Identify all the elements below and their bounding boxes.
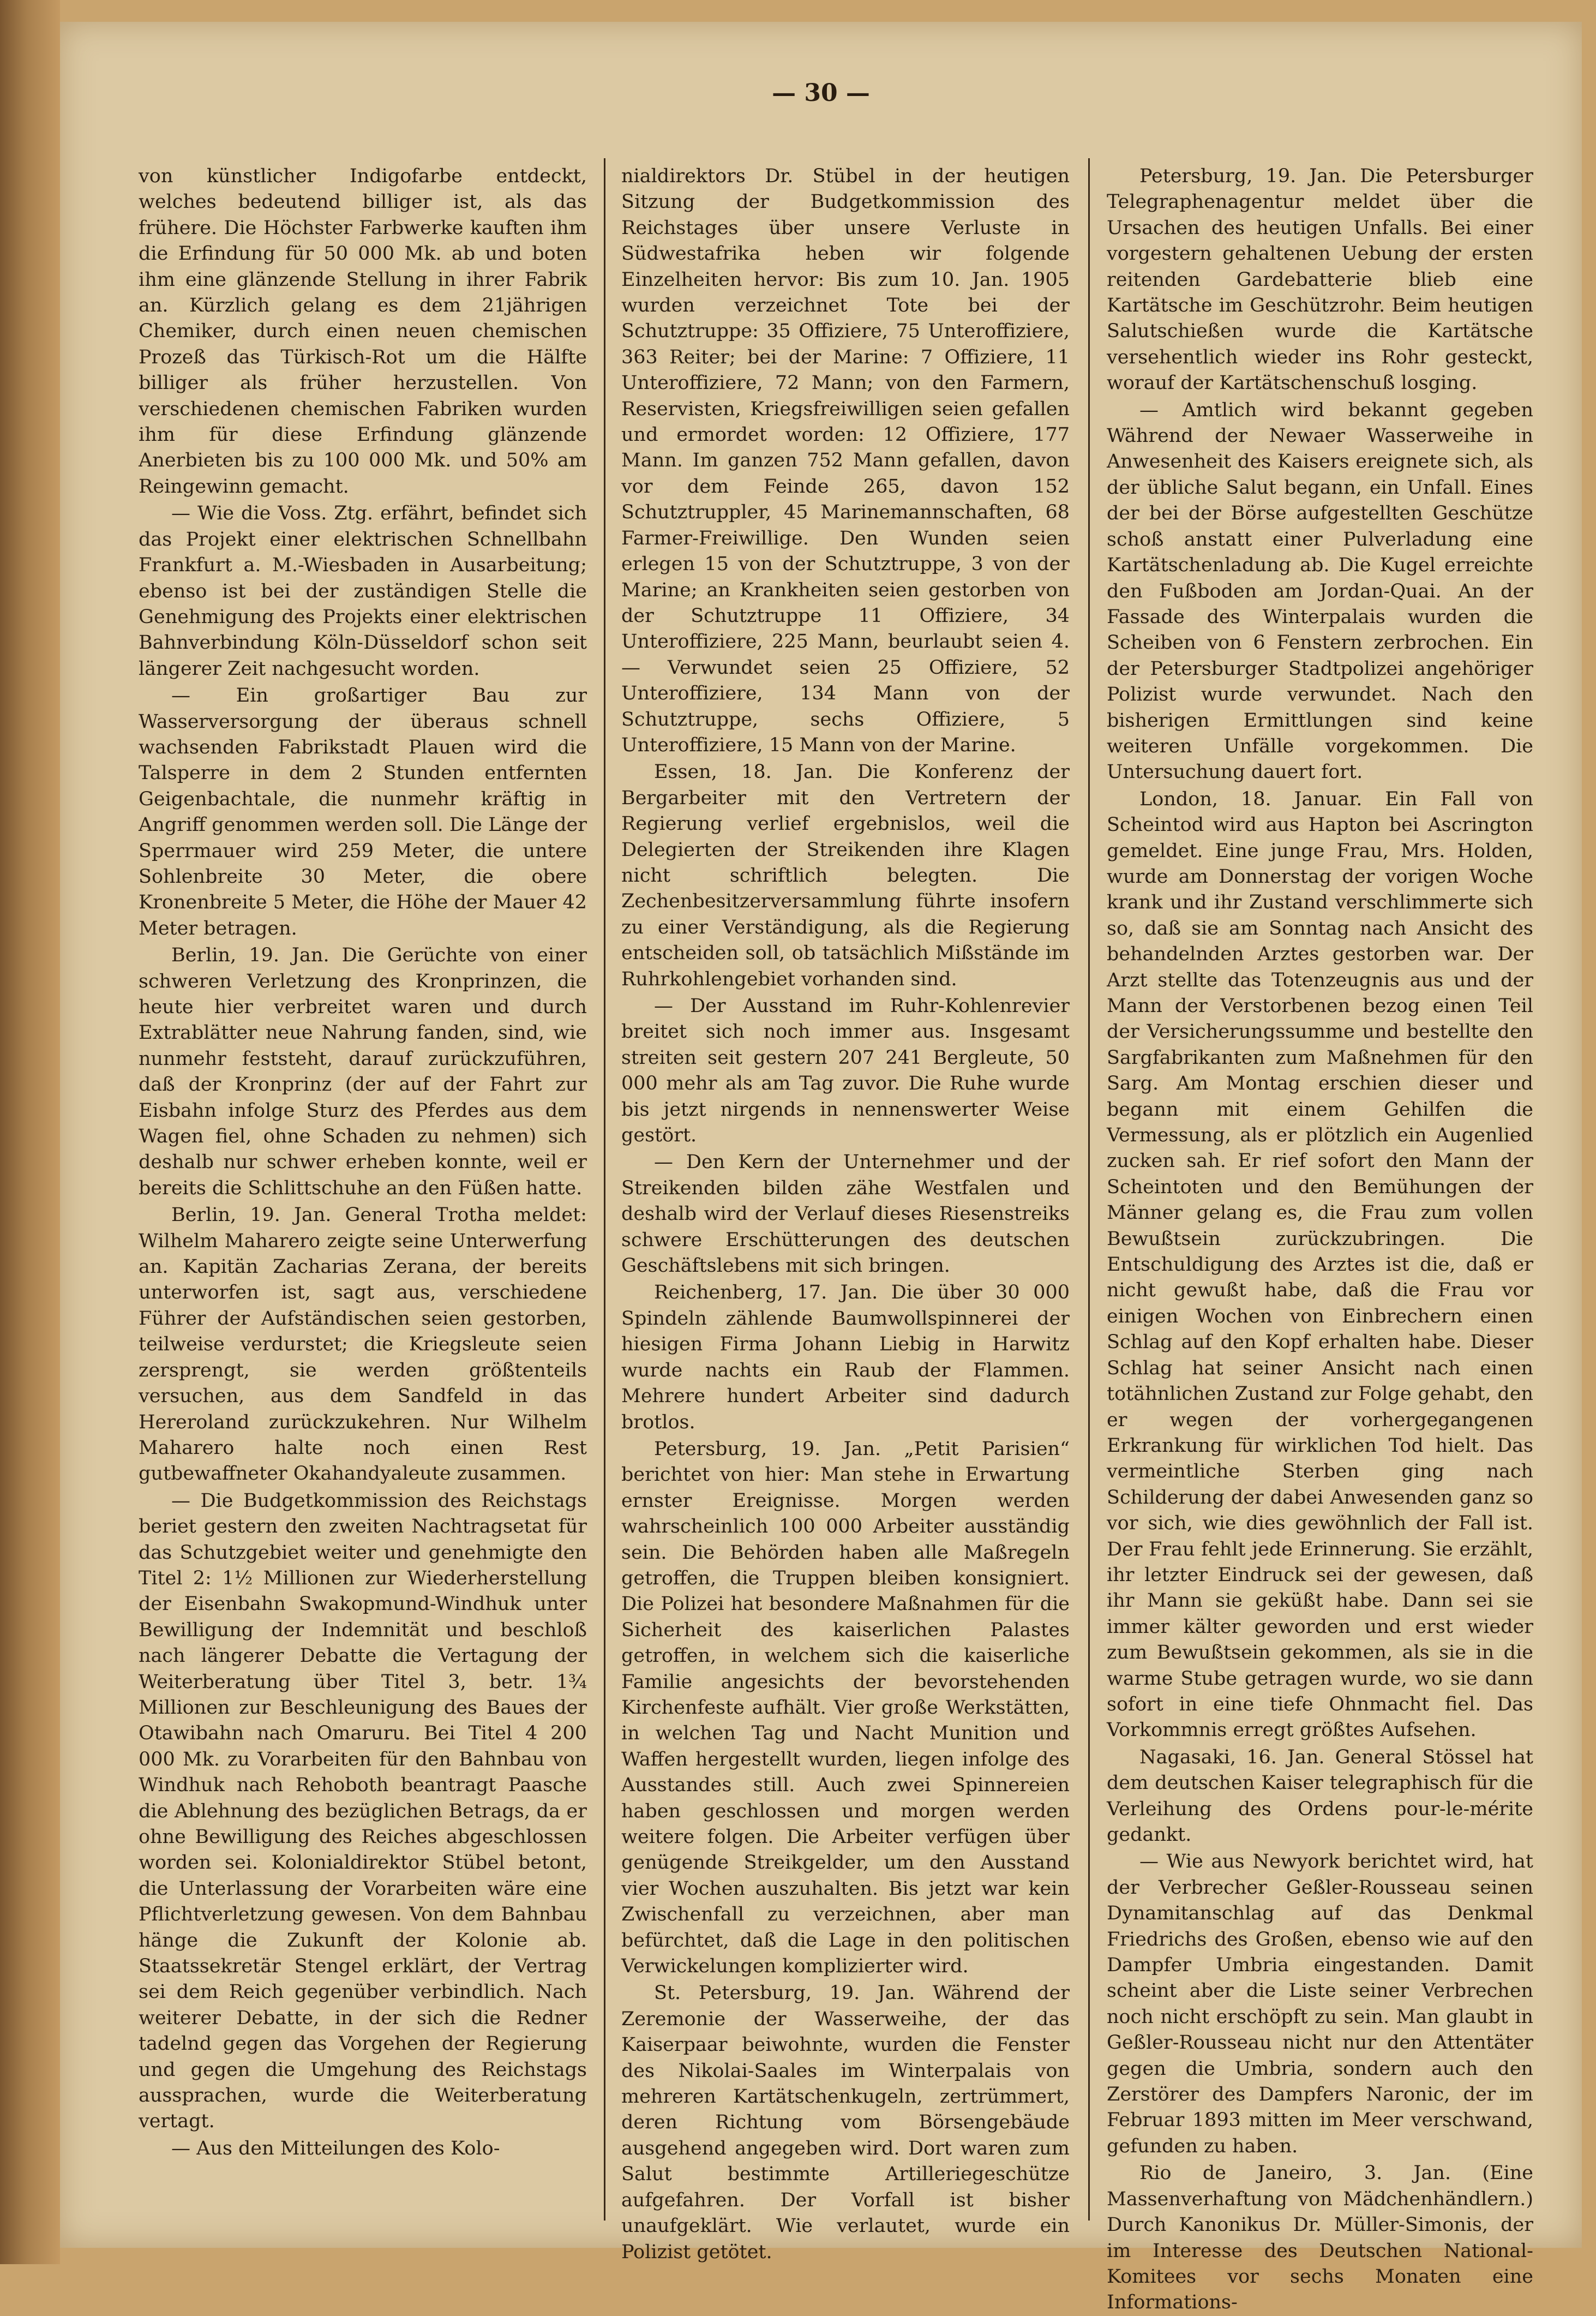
article-paragraph: — Die Budgetkommission des Reichstags beriet gestern den zweiten Nachtragsetat für das Schutzgebiet weiter und genehmigte den Titel 2: 1½ Millionen zur Wiederherstellung der Eisenbahn Swakopmund-Windhuk unter Bewilligung der Indemnität und beschloß nach längerer Debatte die Vertagung der Weiterberatung über Titel 3, betr. 1¾ Millionen zur Beschleunigung des Baues der Otawibahn nach Omaruru. Bei Titel 4 200 000 Mk. zu Vorarbeiten für den Bahnbau von Windhuk nach Rehoboth beantragt Paasche die Ablehnung des bezüglichen Betrags, da er ohne Bewilligung des Reiches abgeschlossen worden sei. Kolonialdirektor Stübel betont, die Unterlassung der Vorarbeiten wäre eine Pflichtverletzung gewesen. Von dem Bahnbau hänge die Zukunft der Kolonie ab. Staatssekretär Stengel erklärt, der Vertrag sei dem Reich gegenüber verbindlich. Nach weiterer Debatte, in der sich die Redner tadelnd gegen das Vorgehen der Regierung und gegen die Umgehung des Reichstags aussprachen, wurde die Weiterberatung vertagt. [139,1489,587,2133]
article-paragraph: — Amtlich wird bekannt gegeben Während der Newaer Wasserweihe in Anwesenheit des Kaisers ereignete sich, als der übliche Salut begann, ein Unfall. Eines der bei der Börse aufgestellten Geschütze schoß anstatt einer Pulverladung eine Kartätschenladung ab. Die Kugel erreichte den Fußboden am Jordan-Quai. An der Fassade des Winterpalais wurden die Scheiben von 6 Fenstern zerbrochen. Ein der Petersburger Stadtpolizei angehöriger Polizist wurde verwundet. Nach den bisherigen Ermittlungen sind keine weiteren Unfälle vorgekommen. Die Untersuchung dauert fort. [1107,399,1533,783]
article-paragraph: Reichenberg, 17. Jan. Die über 30 000 Spindeln zählende Baumwollspinnerei der hiesigen Firma Johann Liebig in Harwitz wurde nachts ein Raub der Flammen. Mehrere hundert Arbeiter sind dadurch brotlos. [621,1282,1070,1433]
article-paragraph: — Wie die Voss. Ztg. erfährt, befindet sich das Projekt einer elektrischen Schnellbahn Frankfurt a. M.-Wiesbaden in Ausarbeitung; ebenso ist bei der zuständigen Stelle die Genehmigung des Projekts einer elektrischen Bahnverbindung Köln-Düsseldorf schon seit längerer Zeit nachgesucht worden. [139,502,587,680]
article-paragraph: nialdirektors Dr. Stübel in der heutigen Sitzung der Budgetkommission des Reichstages über unsere Verluste in Südwestafrika heben wir folgende Einzelheiten hervor: Bis zum 10. Jan. 1905 wurden verzeichnet Tote bei der Schutztruppe: 35 Offiziere, 75 Unteroffiziere, 363 Reiter; bei der Marine: 7 Offiziere, 11 Unteroffiziere, 72 Mann; von den Farmern, Reservisten, Kriegsfreiwilligen seien gefallen und ermordet worden: 12 Offiziere, 177 Mann. Im ganzen 752 Mann gefallen, davon vor dem Feinde 265, davon 152 Schutztruppler, 45 Marinemannschaften, 68 Farmer-Freiwillige. Den Wunden seien erlegen 15 von der Schutztruppe, 3 von der Marine; an Krankheiten seien gestorben von der Schutztruppe 11 Offiziere, 34 Unteroffiziere, 225 Mann, beurlaubt seien 4. — Verwundet seien 25 Offiziere, 52 Unteroffiziere, 134 Mann von der Schutztruppe, sechs Offiziere, 5 Unteroffiziere, 15 Mann von der Marine. [621,165,1070,756]
article-paragraph: Berlin, 19. Jan. General Trotha meldet: Wilhelm Maharero zeigte seine Unterwerfung an. Kapitän Zacharias Zerana, der bereits unterworfen ist, sagt aus, verschiedene Führer der Aufständischen seien gestorben, teilweise verdurstet; die Kriegsleute seien zersprengt, sie werden größtenteils versuchen, aus dem Sandfeld in das Hereroland zurückzukehren. Nur Wilhelm Maharero halte noch einen Rest gutbewaffneter Okahandyaleute zusammen. [139,1204,587,1485]
article-paragraph: Nagasaki, 16. Jan. General Stössel hat dem deutschen Kaiser telegraphisch für die Verleihung des Ordens pour-le-mérite gedankt. [1107,1746,1533,1846]
page-number: — 30 — [772,79,870,107]
text-column-1 [125,164,600,2226]
text-column-3 [1094,164,1546,2314]
article-paragraph: Rio de Janeiro, 3. Jan. (Eine Massenverhaftung von Mädchenhändlern.) Durch Kanonikus Dr. Müller-Simonis, der im Interesse des Deutschen National-Komitees vor sechs Monaten eine Informations- [1107,2162,1533,2314]
article-paragraph: — Ein großartiger Bau zur Wasserversorgung der überaus schnell wachsenden Fabrikstadt Plauen wird die Talsperre in dem 2 Stunden entfernten Geigenbachtale, die nunmehr kräftig in Angriff genommen werden soll. Die Länge der Sperrmauer wird 259 Meter, die untere Sohlenbreite 30 Meter, die obere Kronenbreite 5 Meter, die Höhe der Mauer 42 Meter betragen. [139,685,587,939]
article-paragraph: Berlin, 19. Jan. Die Gerüchte von einer schweren Verletzung des Kronprinzen, die heute hier verbreitet waren und durch Extrablätter neue Nahrung fanden, sind, wie nunmehr feststeht, darauf zurückzuführen, daß der Kronprinz (der auf der Fahrt zur Eisbahn infolge Sturz des Pferdes aus dem Wagen fiel, ohne Schaden zu nehmen) sich deshalb nur schwer erheben konnte, weil er bereits die Schlittschuhe an den Füßen hatte. [139,944,587,1199]
article-paragraph: Petersburg, 19. Jan. „Petit Parisien“ berichtet von hier: Man stehe in Erwartung ernster Ereignisse. Morgen werden wahrscheinlich 100 000 Arbeiter ausständig sein. Die Behörden haben alle Maßregeln getroffen, die Truppen bleiben konsigniert. Die Polizei hat besondere Maßnahmen für die Sicherheit des kaiserlichen Palastes getroffen, in welchem sich die kaiserliche Familie angesichts der bevorstehenden Kirchenfeste aufhält. Vier große Werkstätten, in welchen Tag und Nacht Munition und Waffen hergestellt wurden, liegen infolge des Ausstandes still. Auch zwei Spinnereien haben geschlossen und morgen werden weitere folgen. Die Arbeiter verfügen über genügende Streikgelder, um den Ausstand vier Wochen auszuhalten. Bis jetzt war kein Zwischenfall zu verzeichnen, aber man befürchtet, daß die Lage in den politischen Verwickelungen komplizierter wird. [621,1438,1070,1978]
article-paragraph: — Aus den Mitteilungen des Kolo- [171,2137,500,2159]
article-paragraph: Essen, 18. Jan. Die Konferenz der Bergarbeiter mit den Vertretern der Regierung verlief ergebnislos, weil die Delegierten der Streikenden ihre Klagen nicht schriftlich belegten. Die Zechenbesitzerversammlung führte insofern zu einer Verständigung, als die Regierung entscheiden soll, ob tatsächlich Mißstände im Ruhrkohlengebiet vorhanden sind. [621,761,1070,990]
article-paragraph: — Der Ausstand im Ruhr-Kohlenrevier breitet sich noch immer aus. Insgesamt streiten seit gestern 207 241 Bergleute, 50 000 mehr als am Tag zuvor. Die Ruhe wurde bis jetzt nirgends in nennenswerter Weise gestört. [621,995,1070,1147]
article-paragraph: Petersburg, 19. Jan. Die Petersburger Telegraphenagentur meldet über die Ursachen des heutigen Unfalls. Bei einer vorgestern gehaltenen Uebung der ersten reitenden Gardebatterie blieb eine Kartätsche im Geschützrohr. Beim heutigen Salutschießen wurde die Kartätsche versehentlich wieder ins Rohr gesteckt, worauf der Kartätschenschuß losging. [1107,165,1533,394]
column-rule [604,158,605,2221]
book-binding [0,0,60,2264]
article-paragraph: St. Petersburg, 19. Jan. Während der Zeremonie der Wasserweihe, der das Kaiserpaar beiwohnte, wurden die Fenster des Nikolai-Saales im Winterpalais von mehreren Kartätschenkugeln, zertrümmert, deren Richtung vom Börsengebäude ausgehend angegeben wird. Dort waren zum Salut bestimmte Artilleriegeschütze aufgefahren. Der Vorfall ist bisher unaufgeklärt. Wie verlautet, wurde ein Polizist getötet. [621,1982,1070,2263]
text-column-2 [608,164,1083,2263]
article-paragraph: von künstlicher Indigofarbe entdeckt, welches bedeutend billiger ist, als das frühere. Die Höchster Farbwerke kauften ihm die Erfindung für 50 000 Mk. ab und boten ihm eine glänzende Stellung in ihrer Fabrik an. Kürzlich gelang es dem 21jährigen Chemiker, durch einen neuen chemischen Prozeß das Türkisch-Rot um die Hälfte billiger als früher herzustellen. Von verschiedenen chemischen Fabriken wurden ihm für diese Erfindung glänzende Anerbieten bis zu 100 000 Mk. und 50% am Reingewinn gemacht. [139,165,587,498]
column-rule [1088,158,1090,2221]
newspaper-page [60,22,1582,2314]
article-paragraph: London, 18. Januar. Ein Fall von Scheintod wird aus Hapton bei Ascrington gemeldet. Eine junge Frau, Mrs. Holden, wurde am Donnerstag der vorigen Woche krank und ihr Zustand verschlimmerte sich so, daß sie am Sonntag nach Ansicht des behandelnden Arztes gestorben war. Der Arzt stellte das Totenzeugnis aus und der Mann der Verstorbenen bezog einen Teil der Versicherungssumme und bestellte den Sargfabrikanten zum Maßnehmen für den Sarg. Am Montag erschien dieser und begann mit einem Gehilfen die Vermessung, als er plötzlich ein Augenlied zucken sah. Er rief sofort den Mann der Scheintoten und den Bemühungen der Männer gelang es, die Frau zum vollen Bewußtsein zurückzubringen. Die Entschuldigung des Arztes ist die, daß er nicht gewußt habe, daß die Frau vor einigen Wochen von Einbrechern einen Schlag auf den Kopf erhalten habe. Dieser Schlag hat seiner Ansicht nach einen totähnlichen Zustand zur Folge gehabt, den er wegen der vorhergegangenen Erkrankung für wirklichen Tod hielt. Das vermeintliche Sterben ging nach Schilderung der dabei Anwesenden ganz so vor sich, wie dies gewöhnlich der Fall ist. Der Frau fehlt jede Erinnerung. Sie erzählt, ihr letzter Eindruck sei der gewesen, daß ihr Mann sie geküßt habe. Dann sei sie immer kälter geworden und erst wieder zum Bewußtsein gekommen, als sie in die warme Stube getragen wurde, wo sie dann sofort in eine tiefe Ohnmacht fiel. Das Vorkommnis erregt größtes Aufsehen. [1107,788,1533,1742]
article-paragraph: — Wie aus Newyork berichtet wird, hat der Verbrecher Geßler-Rousseau seinen Dynamitanschlag auf das Denkmal Friedrichs des Großen, ebenso wie auf den Dampfer Umbria eingestanden. Damit scheint aber die Liste seiner Verbrechen noch nicht erschöpft zu sein. Man glaubt in Geßler-Rousseau nicht nur den Attentäter gegen die Umbria, sondern auch den Zerstörer des Dampfers Naronic, der im Februar 1893 mitten im Meer verschwand, gefunden zu haben. [1107,1851,1533,2157]
article-paragraph: — Den Kern der Unternehmer und der Streikenden bilden zähe Westfalen und deshalb wird der Verlauf dieses Riesenstreiks schwere Erschütterungen des deutschen Geschäftslebens mit sich bringen. [621,1151,1070,1277]
